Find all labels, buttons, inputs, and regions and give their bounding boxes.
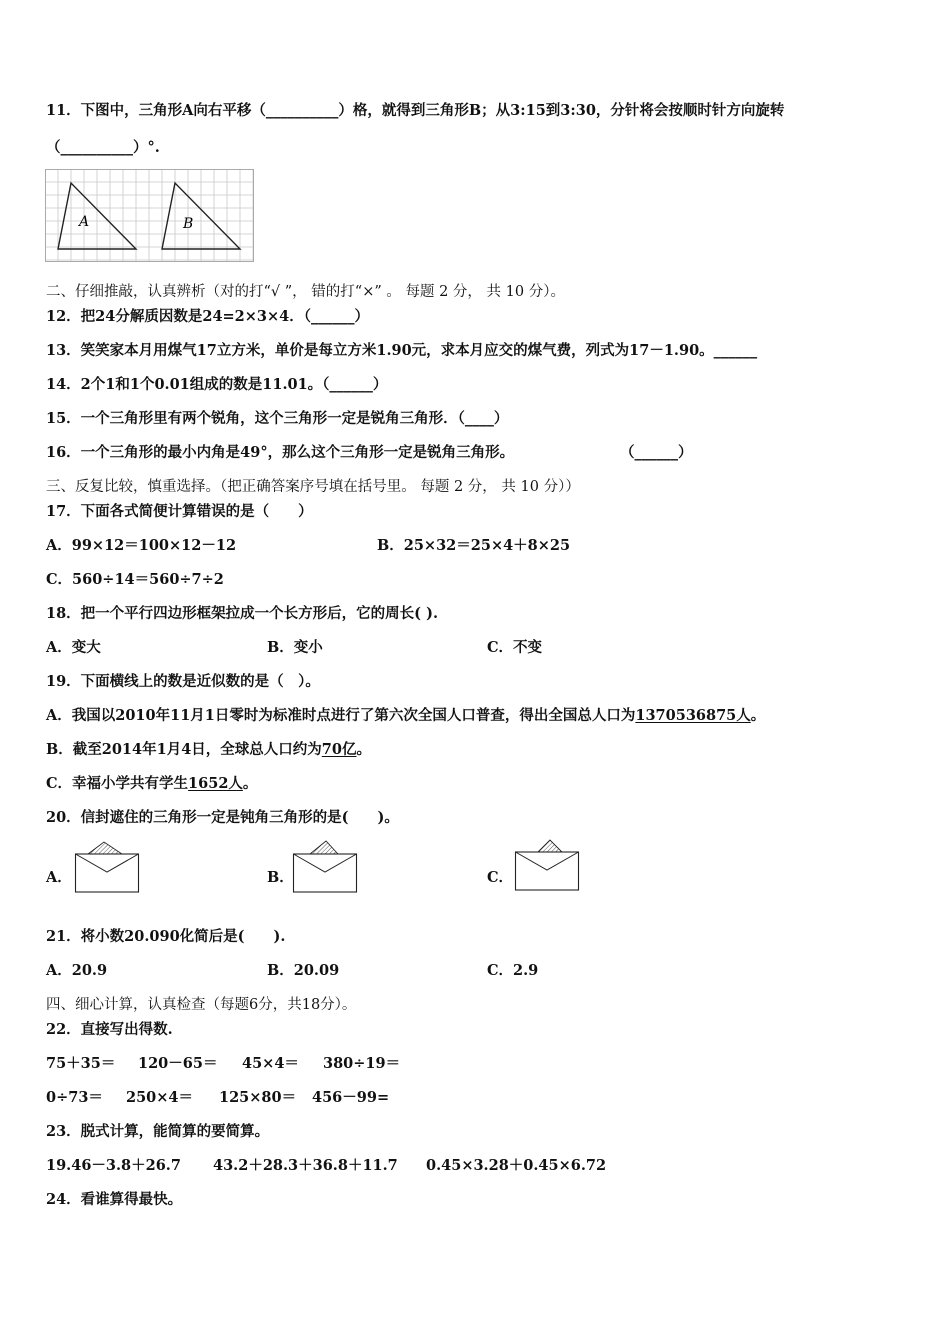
q19-a-end: 。 <box>750 707 766 724</box>
q19-a-number: 1370536875人 <box>635 707 751 724</box>
q22-item: 456－99= <box>312 1089 390 1106</box>
q24-stem: 24．看谁算得最快。 <box>46 1191 183 1208</box>
section2-heading: 二、仔细推敲，认真辨析（对的打“√ ”， 错的打“×” 。 每题 2 分， 共 10 分）。 <box>46 284 565 300</box>
triangle-b-label: B <box>183 216 194 232</box>
q19-c-end: 。 <box>242 775 258 792</box>
q17-option-b: B．25×32＝25×4＋8×25 <box>377 537 571 554</box>
q19-a-text: A．我国以2010年11月1日零时为标准时点进行了第六次全国人口普查，得出全国总人口为 <box>46 707 636 724</box>
q23-item: 43.2＋28.3＋36.8＋11.7 <box>213 1157 398 1174</box>
q21-stem: 21．将小数20.090化简后是( ). <box>46 928 286 945</box>
q17-option-c: C．560÷14＝560÷7÷2 <box>46 571 224 588</box>
q17-stem: 17．下面各式简便计算错误的是（ ） <box>46 503 313 520</box>
q16-answer-blank: （______） <box>620 444 693 461</box>
q19-c-text: C．幸福小学共有学生 <box>46 775 189 792</box>
q23-stem: 23．脱式计算，能简算的要简算。 <box>46 1123 270 1140</box>
triangle-a-label: A <box>79 214 90 230</box>
q19-b-text: B．截至2014年1月4日，全球总人口约为 <box>46 741 322 758</box>
q11-line1: 11．下图中，三角形A向右平移（__________）格，就得到三角形B；从3:15到3:30，分针将会按顺时针方向旋转 <box>46 102 785 119</box>
q22-item: 45×4＝ <box>242 1055 299 1072</box>
q21-option-c: C．2.9 <box>487 962 539 979</box>
q13: 13．笑笑家本月用煤气17立方米，单价是每立方米1.90元，求本月应交的煤气费，列式为17－1.90。______ <box>46 342 758 359</box>
q22-item: 250×4＝ <box>126 1089 194 1106</box>
q21-option-a: A．20.9 <box>46 962 108 979</box>
q22-item: 120－65＝ <box>138 1055 218 1072</box>
q19-b-number: 70亿 <box>321 741 357 758</box>
q23-item: 0.45×3.28＋0.45×6.72 <box>426 1157 607 1174</box>
q11-line2: （__________）°. <box>46 139 160 156</box>
q20-stem: 20．信封遮住的三角形一定是钝角三角形的是( )。 <box>46 809 399 826</box>
q22-item: 0÷73＝ <box>46 1089 103 1106</box>
q18-option-c: C．不变 <box>487 639 543 656</box>
envelope-a-figure <box>74 840 142 896</box>
q16: 16．一个三角形的最小内角是49°，那么这个三角形一定是锐角三角形。 <box>46 444 515 461</box>
q20-option-b-label: B． <box>267 869 294 886</box>
q14: 14．2个1和1个0.01组成的数是11.01。（______） <box>46 376 388 393</box>
q18-stem: 18．把一个平行四边形框架拉成一个长方形后，它的周长( ). <box>46 605 438 622</box>
section4-heading: 四、细心计算，认真检查（每题6分，共18分）。 <box>46 997 357 1013</box>
q18-option-b: B．变小 <box>267 639 323 656</box>
q22-item: 75＋35＝ <box>46 1055 116 1072</box>
q19-stem: 19．下面横线上的数是近似数的是（ ）。 <box>46 673 320 690</box>
grid-figure <box>45 169 255 263</box>
section3-heading: 三、反复比较，慎重选择。（把正确答案序号填在括号里。 每题 2 分， 共 10 分）） <box>46 479 580 495</box>
q12: 12．把24分解质因数是24=2×3×4．（______） <box>46 308 369 325</box>
q22-stem: 22．直接写出得数. <box>46 1021 173 1038</box>
q19-c-number: 1652人 <box>188 775 243 792</box>
q21-option-b: B．20.09 <box>267 962 340 979</box>
envelope-c-figure <box>514 838 582 894</box>
q19-option-a <box>46 709 765 724</box>
q19-option-b <box>46 743 371 758</box>
q18-option-a: A．变大 <box>46 639 101 656</box>
q15: 15．一个三角形里有两个锐角，这个三角形一定是锐角三角形．（____） <box>46 410 509 427</box>
q17-option-a: A．99×12＝100×12－12 <box>46 537 237 554</box>
q20-option-a-label: A． <box>46 869 72 886</box>
q20-option-c-label: C． <box>487 869 514 886</box>
q22-item: 380÷19＝ <box>323 1055 401 1072</box>
q23-item: 19.46－3.8＋26.7 <box>46 1157 181 1174</box>
q19-option-c <box>46 777 257 792</box>
q22-item: 125×80＝ <box>219 1089 297 1106</box>
envelope-b-figure <box>292 840 360 896</box>
q19-b-end: 。 <box>356 741 371 758</box>
